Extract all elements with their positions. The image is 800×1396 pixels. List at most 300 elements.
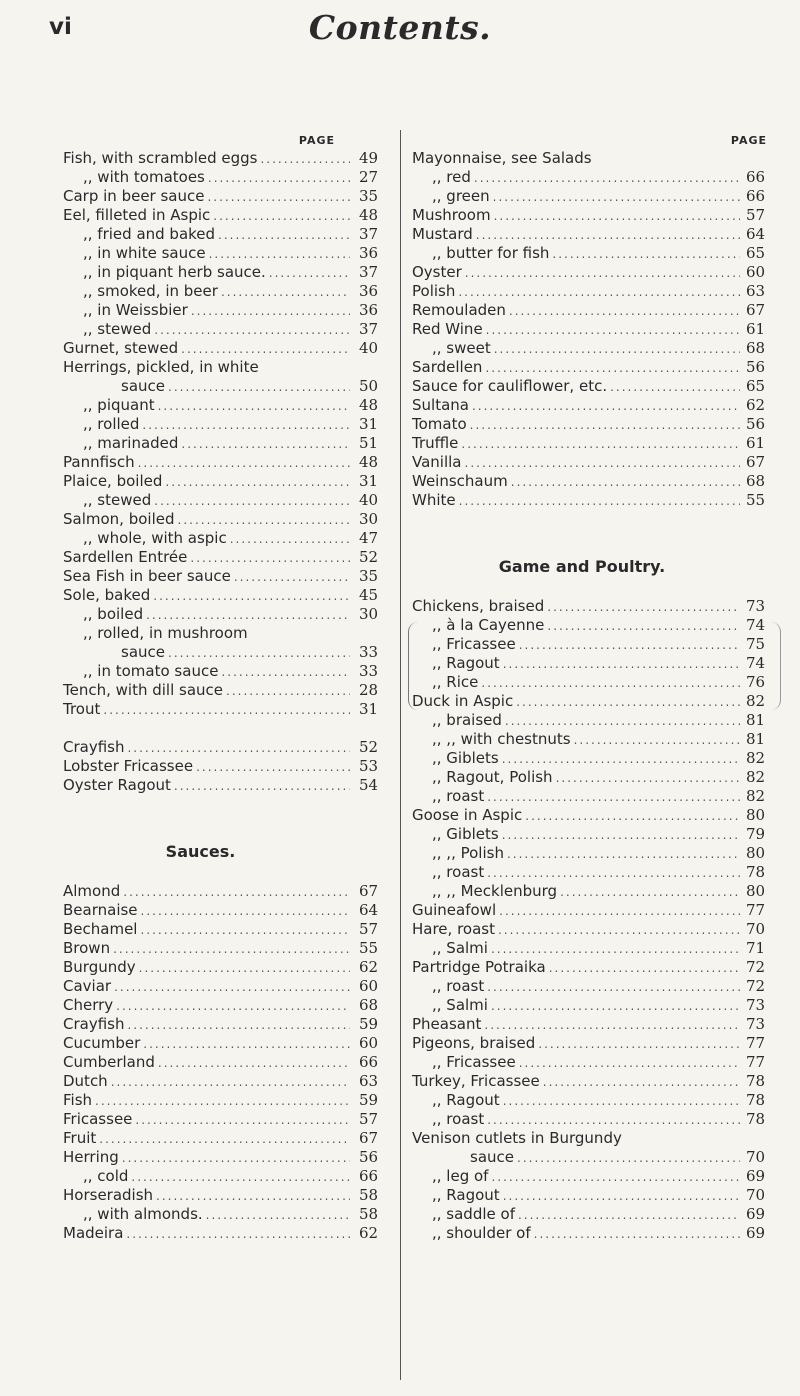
index-entry <box>412 901 772 920</box>
index-entry <box>63 1110 393 1129</box>
entry-page-number: 81 <box>746 730 766 748</box>
index-entry <box>412 1167 772 1186</box>
leader-dots <box>491 940 740 959</box>
entry-name: ,, Ragout <box>432 1091 500 1109</box>
leader-dots <box>158 397 350 416</box>
leader-dots <box>458 283 740 302</box>
entry-name: ,, Salmi <box>432 996 488 1014</box>
index-entry <box>412 339 772 358</box>
index-entry <box>63 1015 393 1034</box>
index-entry <box>412 1053 772 1072</box>
index-entry <box>412 1091 772 1110</box>
entry-name: Cherry <box>63 996 114 1014</box>
entry-name: Tomato <box>412 415 467 433</box>
leader-dots <box>498 921 740 940</box>
sauces-list-continued <box>412 149 772 510</box>
index-entry <box>63 491 393 510</box>
entry-name: White <box>412 491 456 509</box>
index-entry <box>63 605 393 624</box>
index-entry <box>63 263 393 282</box>
entry-page-number: 73 <box>746 597 766 615</box>
entry-page-number: 71 <box>746 939 766 957</box>
entry-page-number: 74 <box>746 616 766 634</box>
leader-dots <box>487 864 740 883</box>
leader-dots <box>543 1073 740 1092</box>
leader-dots <box>511 473 740 492</box>
entry-name: ,, in tomato sauce <box>83 662 219 680</box>
entry-name: Caviar <box>63 977 112 995</box>
leader-dots <box>181 340 350 359</box>
entry-name: Hare, roast <box>412 920 495 938</box>
entry-page-number: 58 <box>359 1186 379 1204</box>
leader-dots <box>127 739 350 758</box>
entry-name: ,, whole, with aspic <box>83 529 227 547</box>
index-entry <box>412 787 772 806</box>
leader-dots <box>135 1111 350 1130</box>
leader-dots <box>547 617 740 636</box>
index-entry <box>412 806 772 825</box>
leader-dots <box>138 454 350 473</box>
index-entry <box>412 377 772 396</box>
leader-dots <box>494 207 740 226</box>
entry-name: ,, red <box>432 168 471 186</box>
index-entry <box>63 738 393 757</box>
entry-page-number: 82 <box>746 692 766 710</box>
index-entry <box>412 1129 772 1148</box>
leader-dots <box>218 226 350 245</box>
leader-dots <box>472 397 740 416</box>
entry-name: ,, roast <box>432 977 485 995</box>
entry-page-number: 81 <box>746 711 766 729</box>
leader-dots <box>502 826 740 845</box>
entry-page-number: 66 <box>359 1053 379 1071</box>
entry-name: Fricassee <box>63 1110 133 1128</box>
index-entry <box>412 358 772 377</box>
leader-dots <box>474 169 740 188</box>
entry-name: Oyster Ragout <box>63 776 171 794</box>
index-entry <box>63 225 393 244</box>
entry-name: ,, shoulder of <box>432 1224 531 1242</box>
leader-dots <box>139 959 350 978</box>
leader-dots <box>208 169 350 188</box>
index-entry <box>412 730 772 749</box>
index-entry <box>63 1148 393 1167</box>
entry-name: Burgundy <box>63 958 136 976</box>
entry-page-number: 58 <box>359 1205 379 1223</box>
entry-name: ,, saddle of <box>432 1205 515 1223</box>
right-column <box>412 132 772 1243</box>
entry-page-number: 82 <box>746 787 766 805</box>
entry-page-number: 30 <box>359 605 379 623</box>
entry-name: Truffle <box>412 434 459 452</box>
index-entry <box>63 643 393 662</box>
entry-page-number: 64 <box>746 225 766 243</box>
index-entry <box>412 977 772 996</box>
leader-dots <box>99 1130 350 1149</box>
entry-name: Remouladen <box>412 301 506 319</box>
entry-page-number: 64 <box>359 901 379 919</box>
entry-name: ,, roast <box>432 787 485 805</box>
index-entry <box>412 1186 772 1205</box>
entry-name: Brown <box>63 939 111 957</box>
entry-name: Mushroom <box>412 206 491 224</box>
leader-dots <box>476 226 740 245</box>
index-entry <box>412 301 772 320</box>
entry-page-number: 61 <box>746 320 766 338</box>
entry-page-number: 57 <box>359 1110 379 1128</box>
index-entry <box>63 1205 393 1224</box>
entry-page-number: 69 <box>746 1224 766 1242</box>
entry-page-number: 67 <box>746 301 766 319</box>
leader-dots <box>154 492 350 511</box>
index-entry <box>63 320 393 339</box>
index-entry <box>63 415 393 434</box>
entry-name: ,, stewed <box>83 320 152 338</box>
leader-dots <box>127 1016 350 1035</box>
index-entry <box>412 654 772 673</box>
entry-name: Tench, with dill sauce <box>63 681 224 699</box>
leader-dots <box>491 1168 740 1187</box>
entry-page-number: 66 <box>359 1167 379 1185</box>
index-entry <box>412 863 772 882</box>
leader-dots <box>538 1035 740 1054</box>
spacer <box>63 719 393 738</box>
leader-dots <box>493 188 740 207</box>
leader-dots <box>116 997 350 1016</box>
entry-name: Horseradish <box>63 1186 154 1204</box>
index-entry <box>412 320 772 339</box>
leader-dots <box>196 758 350 777</box>
entry-name: ,, roast <box>432 863 485 881</box>
leader-dots <box>470 416 740 435</box>
entry-name: ,, in white sauce <box>83 244 206 262</box>
sauces-list <box>63 882 393 1243</box>
leader-dots <box>519 636 740 655</box>
leader-dots <box>494 340 740 359</box>
entry-name: Sardellen <box>412 358 483 376</box>
leader-dots <box>487 1111 740 1130</box>
entry-name: ,, boiled <box>83 605 144 623</box>
entry-page-number: 72 <box>746 958 766 976</box>
entry-name: Sultana <box>412 396 469 414</box>
leader-dots <box>154 321 350 340</box>
index-entry <box>63 977 393 996</box>
index-entry <box>412 434 772 453</box>
page-title: Contents. <box>308 8 492 47</box>
entry-page-number: 82 <box>746 768 766 786</box>
entry-name: Lobster Fricassee <box>63 757 194 775</box>
leader-dots <box>226 682 350 701</box>
leader-dots <box>485 359 740 378</box>
index-entry <box>412 1034 772 1053</box>
leader-dots <box>461 435 740 454</box>
entry-name: Madeira <box>63 1224 124 1242</box>
entry-page-number: 79 <box>746 825 766 843</box>
entry-page-number: 75 <box>746 635 766 653</box>
index-entry <box>412 1148 772 1167</box>
leader-dots <box>502 750 740 769</box>
entry-name: Polish <box>412 282 456 300</box>
leader-dots <box>556 769 740 788</box>
section-heading-game: Game and Poultry. <box>498 557 666 576</box>
entry-name: Bechamel <box>63 920 138 938</box>
index-entry <box>63 358 393 377</box>
index-entry <box>63 510 393 529</box>
leader-dots <box>507 845 740 864</box>
entry-page-number: 63 <box>746 282 766 300</box>
leader-dots <box>505 712 740 731</box>
entry-page-number: 69 <box>746 1205 766 1223</box>
entry-page-number: 36 <box>359 301 379 319</box>
entry-page-number: 37 <box>359 263 379 281</box>
index-entry <box>63 168 393 187</box>
entry-name: Weinschaum <box>412 472 508 490</box>
index-entry <box>412 415 772 434</box>
entry-name: Guineafowl <box>412 901 497 919</box>
index-entry <box>63 1167 393 1186</box>
index-entry <box>63 700 393 719</box>
entry-page-number: 33 <box>359 643 379 661</box>
entry-name: Pheasant <box>412 1015 482 1033</box>
leader-dots <box>221 663 350 682</box>
left-column <box>63 132 393 1243</box>
entry-page-number: 28 <box>359 681 379 699</box>
entry-page-number: 63 <box>359 1072 379 1090</box>
leader-dots <box>465 454 741 473</box>
entry-name: Dutch <box>63 1072 108 1090</box>
index-entry <box>63 206 393 225</box>
entry-page-number: 37 <box>359 320 379 338</box>
entry-page-number: 31 <box>359 472 379 490</box>
leader-dots <box>178 511 351 530</box>
entry-name: ,, Salmi <box>432 939 488 957</box>
leader-dots <box>503 1092 740 1111</box>
entry-name: sauce <box>470 1148 514 1166</box>
entry-name: ,, ,, Mecklenburg <box>432 882 558 900</box>
entry-page-number: 78 <box>746 1091 766 1109</box>
entry-page-number: 59 <box>359 1091 379 1109</box>
index-entry <box>412 168 772 187</box>
leader-dots <box>111 1073 350 1092</box>
leader-dots <box>517 1149 740 1168</box>
leader-dots <box>269 264 350 283</box>
leader-dots <box>516 693 740 712</box>
entry-page-number: 78 <box>746 863 766 881</box>
entry-page-number: 70 <box>746 1148 766 1166</box>
index-entry <box>412 1224 772 1243</box>
entry-name: Fish <box>63 1091 93 1109</box>
entry-page-number: 55 <box>359 939 379 957</box>
entry-page-number: 36 <box>359 282 379 300</box>
index-entry <box>412 825 772 844</box>
index-entry <box>63 1053 393 1072</box>
entry-name: Cucumber <box>63 1034 141 1052</box>
leader-dots <box>484 1016 740 1035</box>
entry-name: Pannfisch <box>63 453 135 471</box>
leader-dots <box>146 606 350 625</box>
entry-page-number: 57 <box>359 920 379 938</box>
entry-name: Turkey, Fricassee <box>412 1072 540 1090</box>
index-entry <box>63 301 393 320</box>
entry-name: Venison cutlets in Burgundy <box>412 1129 622 1147</box>
leader-dots <box>525 807 740 826</box>
entry-name: Fish, with scrambled eggs <box>63 149 258 167</box>
leader-dots <box>549 959 740 978</box>
entry-page-number: 27 <box>359 168 379 186</box>
leader-dots <box>481 674 740 693</box>
leader-dots <box>206 1206 350 1225</box>
entry-page-number: 61 <box>746 434 766 452</box>
entry-name: Carp in beer sauce <box>63 187 205 205</box>
index-entry <box>63 681 393 700</box>
page-number: vi <box>49 14 72 40</box>
index-entry <box>412 920 772 939</box>
entry-page-number: 40 <box>359 339 379 357</box>
entry-page-number: 57 <box>746 206 766 224</box>
entry-page-number: 51 <box>359 434 379 452</box>
index-entry <box>412 635 772 654</box>
entry-name: ,, leg of <box>432 1167 489 1185</box>
index-entry <box>63 567 393 586</box>
entry-page-number: 80 <box>746 844 766 862</box>
entry-name: ,, Giblets <box>432 825 499 843</box>
index-entry <box>412 149 772 168</box>
entry-name: Salmon, boiled <box>63 510 175 528</box>
leader-dots <box>487 788 740 807</box>
entry-name: ,, cold <box>83 1167 129 1185</box>
fish-list <box>63 149 393 719</box>
entry-name: ,, ,, with chestnuts <box>432 730 571 748</box>
index-entry <box>63 472 393 491</box>
leader-dots <box>113 940 350 959</box>
index-entry <box>63 958 393 977</box>
entry-page-number: 67 <box>359 1129 379 1147</box>
leader-dots <box>534 1225 740 1244</box>
entry-name: ,, butter for fish <box>432 244 550 262</box>
spacer <box>63 863 393 882</box>
leader-dots <box>114 978 350 997</box>
entry-name: ,, green <box>432 187 490 205</box>
entry-page-number: 70 <box>746 920 766 938</box>
entry-name: ,, Giblets <box>432 749 499 767</box>
index-entry <box>63 757 393 776</box>
entry-name: Goose in Aspic <box>412 806 523 824</box>
index-entry <box>412 472 772 491</box>
entry-page-number: 60 <box>359 1034 379 1052</box>
leader-dots <box>95 1092 350 1111</box>
leader-dots <box>158 1054 350 1073</box>
leader-dots <box>156 1187 350 1206</box>
entry-page-number: 45 <box>359 586 379 604</box>
leader-dots <box>122 1149 350 1168</box>
entry-page-number: 70 <box>746 1186 766 1204</box>
entry-page-number: 54 <box>359 776 379 794</box>
entry-page-number: 60 <box>359 977 379 995</box>
entry-name: ,, braised <box>432 711 502 729</box>
game-list <box>412 597 772 1243</box>
entry-name: Fruit <box>63 1129 97 1147</box>
index-entry <box>412 996 772 1015</box>
index-entry <box>412 1015 772 1034</box>
entry-name: ,, Rice <box>432 673 479 691</box>
entry-page-number: 68 <box>359 996 379 1014</box>
leader-dots <box>126 1225 350 1244</box>
index-entry <box>63 920 393 939</box>
index-entry <box>63 548 393 567</box>
entry-name: sauce <box>121 643 165 661</box>
entry-name: Cumberland <box>63 1053 155 1071</box>
index-entry <box>63 586 393 605</box>
column-divider <box>400 130 401 1380</box>
entry-page-number: 80 <box>746 806 766 824</box>
index-entry <box>412 882 772 901</box>
section-heading-sauces: Sauces. <box>165 842 236 861</box>
entry-page-number: 78 <box>746 1110 766 1128</box>
entry-name: ,, in Weissbier <box>83 301 188 319</box>
entry-page-number: 33 <box>359 662 379 680</box>
entry-name: sauce <box>121 377 165 395</box>
entry-page-number: 53 <box>359 757 379 775</box>
index-entry <box>63 624 393 643</box>
entry-page-number: 68 <box>746 339 766 357</box>
index-entry <box>63 996 393 1015</box>
entry-page-number: 82 <box>746 749 766 767</box>
entry-page-number: 56 <box>746 358 766 376</box>
entry-page-number: 60 <box>746 263 766 281</box>
index-entry <box>412 244 772 263</box>
entry-name: ,, with tomatoes <box>83 168 205 186</box>
entry-name: ,, rolled, in mushroom <box>83 624 248 642</box>
leader-dots <box>141 902 350 921</box>
entry-page-number: 78 <box>746 1072 766 1090</box>
index-entry <box>412 673 772 692</box>
entry-page-number: 31 <box>359 415 379 433</box>
leader-dots <box>131 1168 350 1187</box>
entry-page-number: 40 <box>359 491 379 509</box>
page-column-label: PAGE <box>730 134 767 147</box>
index-entry <box>63 282 393 301</box>
entry-name: ,, roast <box>432 1110 485 1128</box>
index-entry <box>63 1186 393 1205</box>
leader-dots <box>123 883 350 902</box>
entry-page-number: 48 <box>359 453 379 471</box>
leader-dots <box>486 321 740 340</box>
leader-dots <box>547 598 740 617</box>
leader-dots <box>552 245 740 264</box>
spacer <box>412 510 772 556</box>
entry-page-number: 62 <box>359 958 379 976</box>
entry-page-number: 65 <box>746 244 766 262</box>
index-entry <box>63 1224 393 1243</box>
entry-name: ,, piquant <box>83 396 155 414</box>
entry-page-number: 67 <box>746 453 766 471</box>
entry-page-number: 31 <box>359 700 379 718</box>
entry-name: ,, Ragout <box>432 654 500 672</box>
entry-page-number: 77 <box>746 1034 766 1052</box>
index-entry <box>412 939 772 958</box>
entry-name: Duck in Aspic <box>412 692 514 710</box>
entry-name: ,, in piquant herb sauce. <box>83 263 266 281</box>
leader-dots <box>213 207 350 226</box>
index-entry <box>412 711 772 730</box>
entry-name: ,, sweet <box>432 339 491 357</box>
index-entry <box>412 768 772 787</box>
index-entry <box>63 901 393 920</box>
leader-dots <box>518 1206 740 1225</box>
entry-name: ,, ,, Polish <box>432 844 504 862</box>
leader-dots <box>103 701 350 720</box>
spacer <box>63 795 393 841</box>
